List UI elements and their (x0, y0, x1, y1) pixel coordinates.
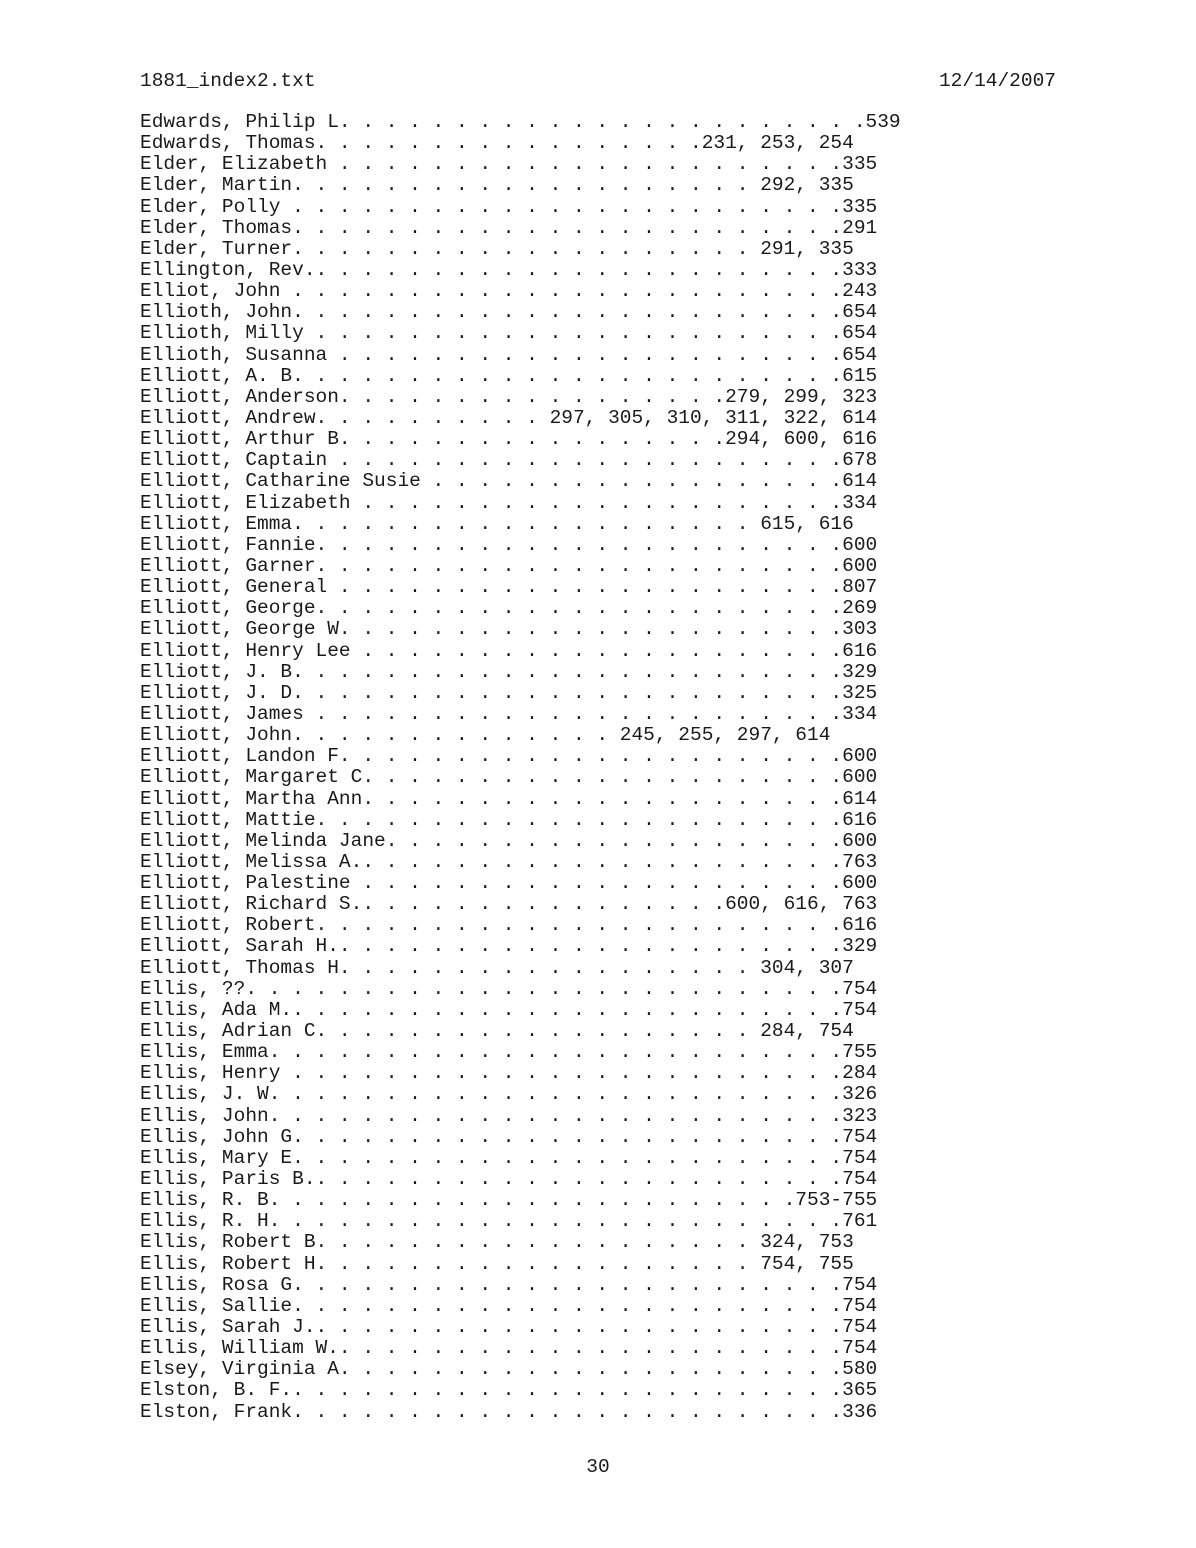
index-entry: Elliott, Henry Lee . . . . . . . . . . . . . . . . . . . . .616 (140, 639, 878, 662)
index-entry: Elliott, J. D. . . . . . . . . . . . . . . . . . . . . . . .325 (140, 681, 878, 704)
index-entry: Edwards, Thomas. . . . . . . . . . . . . . . . .231, 253, 254 (140, 132, 854, 155)
index-entry: Ellis, Sallie. . . . . . . . . . . . . . . . . . . . . . . .754 (140, 1294, 878, 1317)
index-entry: Ellis, William W.. . . . . . . . . . . . . . . . . . . . . .754 (140, 1337, 878, 1360)
index-entry: Elliott, Sarah H.. . . . . . . . . . . . . . . . . . . . . .329 (140, 935, 878, 958)
index-entry: Elliott, Elizabeth . . . . . . . . . . . . . . . . . . . . .334 (140, 491, 878, 514)
index-entry: Elston, Frank. . . . . . . . . . . . . . . . . . . . . . . .336 (140, 1400, 878, 1423)
index-entry: Elliott, Arthur B. . . . . . . . . . . . . . . . .294, 600, 616 (140, 428, 878, 451)
index-entry: Ellis, Adrian C. . . . . . . . . . . . . . . . . . . 284, 754 (140, 1020, 854, 1043)
index-entry: Elliott, Mattie. . . . . . . . . . . . . . . . . . . . . . .616 (140, 808, 878, 831)
index-entry: Ellis, Henry . . . . . . . . . . . . . . . . . . . . . . . .284 (140, 1062, 878, 1085)
index-entry: Ellis, Robert B. . . . . . . . . . . . . . . . . . . 324, 753 (140, 1231, 854, 1254)
index-entry: Elliott, Landon F. . . . . . . . . . . . . . . . . . . . . .600 (140, 745, 878, 768)
index-entry: Ellioth, Susanna . . . . . . . . . . . . . . . . . . . . . .654 (140, 343, 878, 366)
index-entry: Ellington, Rev.. . . . . . . . . . . . . . . . . . . . . . .333 (140, 258, 878, 281)
index-entry: Elliott, Thomas H. . . . . . . . . . . . . . . . . . 304, 307 (140, 956, 854, 979)
index-entry: Ellis, Emma. . . . . . . . . . . . . . . . . . . . . . . . .755 (140, 1041, 878, 1064)
index-entry: Elliott, George. . . . . . . . . . . . . . . . . . . . . . .269 (140, 597, 878, 620)
file-name: 1881_index2.txt (140, 70, 316, 92)
print-date: 12/14/2007 (938, 70, 1056, 92)
index-entry: Elliott, Catharine Susie . . . . . . . . . . . . . . . . . .614 (140, 470, 878, 493)
index-entry: Elliot, John . . . . . . . . . . . . . . . . . . . . . . . .243 (140, 280, 878, 303)
index-entry: Elliott, James . . . . . . . . . . . . . . . . . . . . . . .334 (140, 702, 878, 725)
index-entry: Ellis, J. W. . . . . . . . . . . . . . . . . . . . . . . . .326 (140, 1083, 878, 1106)
index-entry: Ellis, R. B. . . . . . . . . . . . . . . . . . . . . . .753-755 (140, 1189, 878, 1212)
index-entry: Elliott, Emma. . . . . . . . . . . . . . . . . . . . 615, 616 (140, 512, 854, 535)
index-entry: Elliott, Anderson. . . . . . . . . . . . . . . . .279, 299, 323 (140, 385, 878, 408)
index-entry: Ellis, Rosa G. . . . . . . . . . . . . . . . . . . . . . . .754 (140, 1273, 878, 1296)
index-entry: Ellis, Sarah J.. . . . . . . . . . . . . . . . . . . . . . .754 (140, 1316, 878, 1339)
index-entry: Elliott, A. B. . . . . . . . . . . . . . . . . . . . . . . .615 (140, 364, 878, 387)
index-entry: Ellis, John G. . . . . . . . . . . . . . . . . . . . . . . .754 (140, 1125, 878, 1148)
index-entry: Elliott, Margaret C. . . . . . . . . . . . . . . . . . . . .600 (140, 766, 878, 789)
index-entry: Elliott, Melinda Jane. . . . . . . . . . . . . . . . . . . .600 (140, 829, 878, 852)
index-entry: Elliott, Martha Ann. . . . . . . . . . . . . . . . . . . . .614 (140, 787, 878, 810)
index-entry: Ellis, Mary E. . . . . . . . . . . . . . . . . . . . . . . .754 (140, 1146, 878, 1169)
index-entry: Elston, B. F.. . . . . . . . . . . . . . . . . . . . . . . .365 (140, 1379, 878, 1402)
index-entry: Elder, Polly . . . . . . . . . . . . . . . . . . . . . . . .335 (140, 195, 878, 218)
index-entry: Ellis, ??. . . . . . . . . . . . . . . . . . . . . . . . . .754 (140, 977, 878, 1000)
index-entry: Ellis, R. H. . . . . . . . . . . . . . . . . . . . . . . . .761 (140, 1210, 878, 1233)
index-entry: Elliott, Fannie. . . . . . . . . . . . . . . . . . . . . . .600 (140, 533, 878, 556)
index-entry: Elliott, General . . . . . . . . . . . . . . . . . . . . . .807 (140, 576, 878, 599)
index-entry: Elliott, Captain . . . . . . . . . . . . . . . . . . . . . .678 (140, 449, 878, 472)
page-header (140, 68, 1056, 94)
index-entry: Ellioth, Milly . . . . . . . . . . . . . . . . . . . . . . .654 (140, 322, 878, 345)
index-entry: Ellis, Ada M.. . . . . . . . . . . . . . . . . . . . . . . .754 (140, 998, 878, 1021)
index-entry: Elliott, Garner. . . . . . . . . . . . . . . . . . . . . . .600 (140, 554, 878, 577)
index-entry: Elsey, Virginia A. . . . . . . . . . . . . . . . . . . . . .580 (140, 1358, 878, 1381)
index-entry: Ellis, Robert H. . . . . . . . . . . . . . . . . . . 754, 755 (140, 1252, 854, 1275)
index-entry: Elder, Thomas. . . . . . . . . . . . . . . . . . . . . . . .291 (140, 216, 878, 239)
index-entry: Elliott, George W. . . . . . . . . . . . . . . . . . . . . .303 (140, 618, 878, 641)
index-entry: Ellis, Paris B.. . . . . . . . . . . . . . . . . . . . . . .754 (140, 1168, 878, 1191)
index-entry: Edwards, Philip L. . . . . . . . . . . . . . . . . . . . . . .539 (140, 111, 901, 133)
page-number: 30 (586, 1456, 610, 1478)
index-entry: Elliott, Robert. . . . . . . . . . . . . . . . . . . . . . .616 (140, 914, 878, 937)
index-entry: Ellis, John. . . . . . . . . . . . . . . . . . . . . . . . .323 (140, 1104, 878, 1127)
index-entry: Elliott, Melissa A.. . . . . . . . . . . . . . . . . . . . .763 (140, 850, 878, 873)
index-entry: Elder, Elizabeth . . . . . . . . . . . . . . . . . . . . . .335 (140, 153, 878, 176)
index-entry: Elliott, Richard S.. . . . . . . . . . . . . . . .600, 616, 763 (140, 893, 878, 916)
index-entry: Elliott, J. B. . . . . . . . . . . . . . . . . . . . . . . .329 (140, 660, 878, 683)
index-entry: Elder, Martin. . . . . . . . . . . . . . . . . . . . 292, 335 (140, 174, 854, 197)
index-list (140, 112, 920, 1423)
index-entry: Ellioth, John. . . . . . . . . . . . . . . . . . . . . . . .654 (140, 301, 878, 324)
index-entry: Elliott, Palestine . . . . . . . . . . . . . . . . . . . . .600 (140, 872, 878, 895)
index-entry: Elliott, Andrew. . . . . . . . . . 297, 305, 310, 311, 322, 614 (140, 406, 878, 429)
index-entry: Elliott, John. . . . . . . . . . . . . . 245, 255, 297, 614 (140, 724, 831, 747)
index-entry: Elder, Turner. . . . . . . . . . . . . . . . . . . . 291, 335 (140, 237, 854, 260)
